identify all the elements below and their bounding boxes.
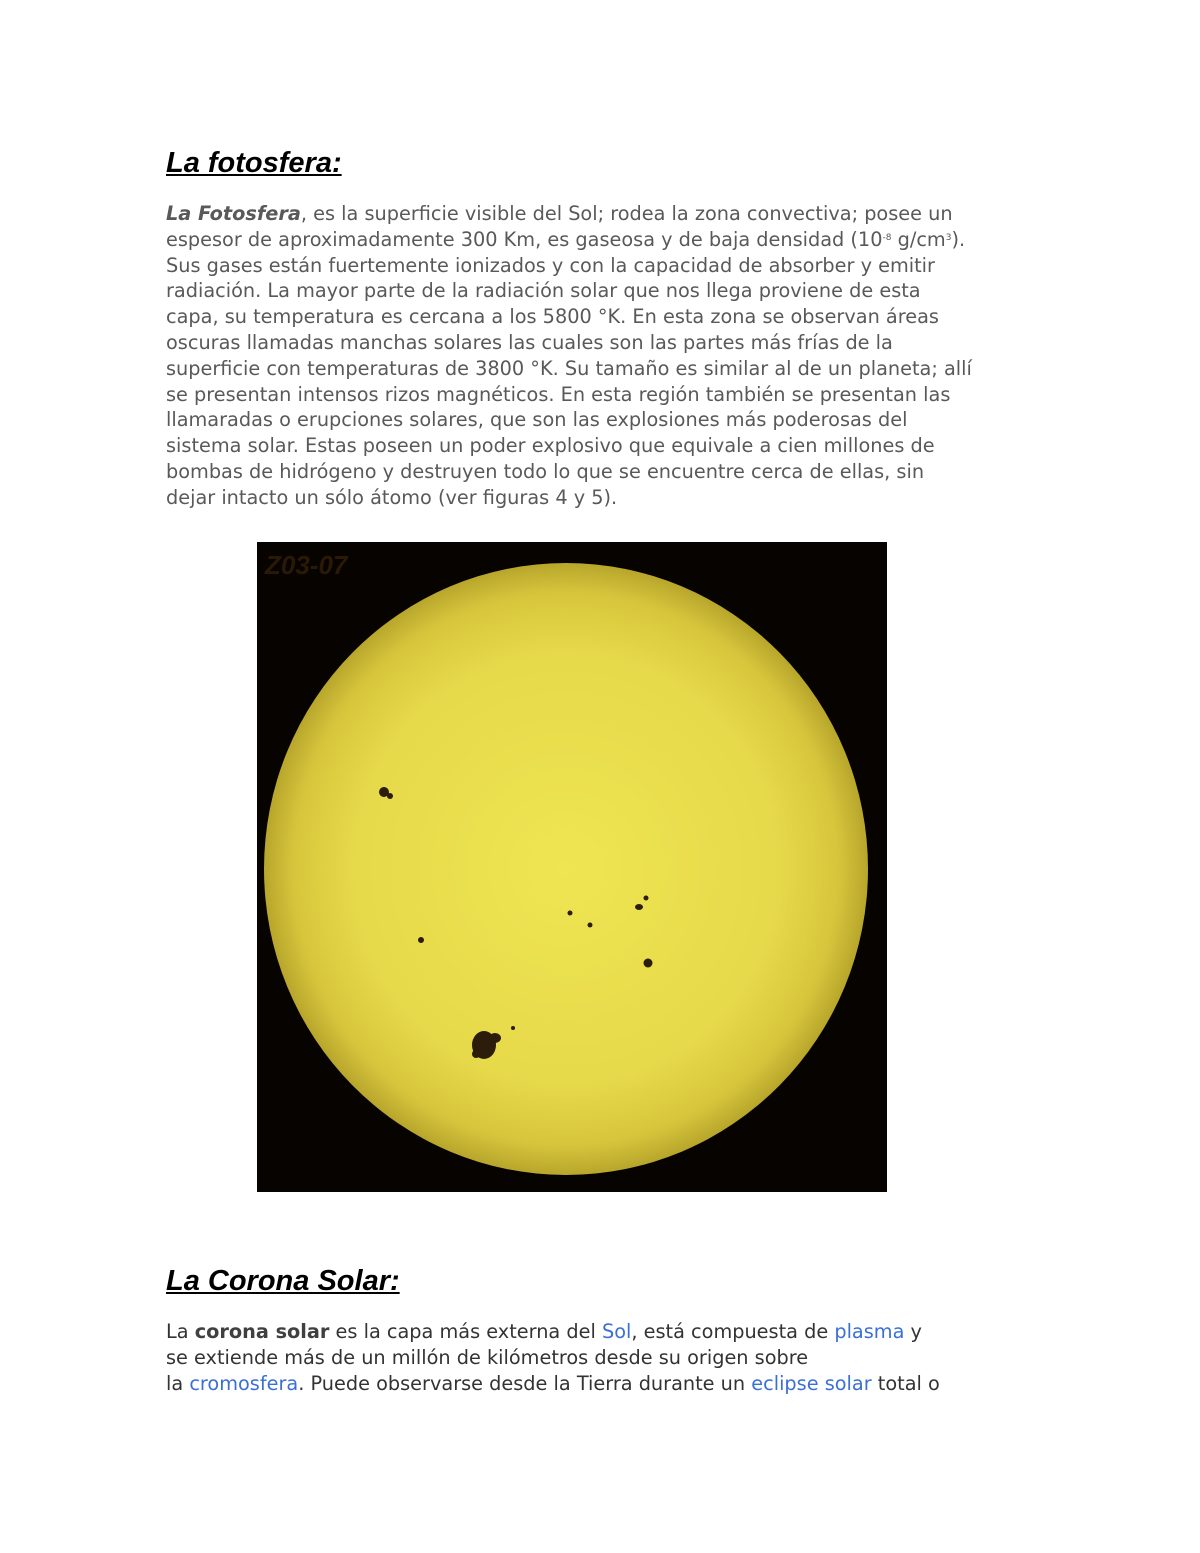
sunspot: [472, 1050, 480, 1058]
line-text: , está compuesta de: [631, 1320, 835, 1343]
sunspot: [387, 793, 393, 799]
line-text: . Puede observarse desde la Tierra durante un: [298, 1371, 752, 1395]
sun-disc: [264, 563, 868, 1175]
section-heading-fotosfera: La fotosfera:: [166, 147, 342, 179]
sunspot: [568, 911, 573, 916]
sun-illustration: [257, 542, 887, 1192]
line-text: es la capa más externa del: [329, 1320, 602, 1343]
paragraph-line: se extiende más de un millón de kilómetros desde su origen sobre: [166, 1345, 809, 1369]
paragraph-line: [166, 1319, 1046, 1345]
line-text: la: [166, 1371, 190, 1395]
image-watermark: Z03-07: [265, 550, 348, 580]
sunspot: [588, 923, 593, 928]
exponent: 3: [945, 232, 952, 243]
paragraph-line: [166, 201, 1046, 227]
link-cromosfera[interactable]: cromosfera: [189, 1371, 299, 1395]
paragraph-corona-solar: [166, 1319, 1046, 1396]
paragraph-line: bombas de hidrógeno y destruyen todo lo que se encuentre cerca de ellas, sin: [166, 459, 925, 483]
paragraph-fotosfera: [166, 201, 1046, 511]
paragraph-line: [166, 227, 1046, 253]
line-text: La: [166, 1320, 195, 1343]
term-corona-solar: corona solar: [194, 1320, 330, 1343]
sunspot: [418, 937, 424, 943]
line-text: g/cm: [891, 227, 946, 251]
paragraph-line: oscuras llamadas manchas solares las cuales son las partes más frías de la: [166, 330, 893, 354]
line-text: espesor de aproximadamente 300 Km, es gaseosa y de baja densidad (10: [166, 227, 883, 251]
sunspot: [644, 896, 649, 901]
paragraph-line: llamaradas o erupciones solares, que son las explosiones más poderosas del: [166, 408, 908, 432]
sunspot: [644, 959, 653, 968]
paragraph-line: superficie con temperaturas de 3800 °K. Su tamaño es similar al de un planeta; allí: [166, 356, 972, 380]
line-text: y: [904, 1320, 922, 1343]
link-sol[interactable]: Sol: [601, 1320, 632, 1343]
sun-photosphere-image: [257, 542, 887, 1192]
sunspot: [511, 1026, 515, 1030]
paragraph-line: radiación. La mayor parte de la radiación solar que nos llega proviene de esta: [166, 279, 921, 303]
link-plasma[interactable]: plasma: [834, 1320, 905, 1343]
line-text: total o: [871, 1371, 940, 1395]
line-text: , es la superficie visible del Sol; rodea la zona convectiva; posee un: [300, 202, 953, 225]
paragraph-line: sistema solar. Estas poseen un poder explosivo que equivale a cien millones de: [166, 434, 935, 458]
paragraph-line: capa, su temperatura es cercana a los 5800 °K. En esta zona se observan áreas: [166, 305, 939, 329]
paragraph-line: [166, 1371, 1046, 1397]
sunspot: [635, 904, 643, 910]
sunspot: [489, 1033, 501, 1043]
section-heading-corona-solar: La Corona Solar:: [166, 1265, 400, 1297]
term-fotosfera: La Fotosfera: [166, 202, 301, 225]
paragraph-line: dejar intacto un sólo átomo (ver figuras 4 y 5).: [166, 485, 618, 509]
line-text: ).: [951, 227, 966, 251]
exponent: -8: [882, 232, 892, 243]
paragraph-line: se presentan intensos rizos magnéticos. En esta región también se presentan las: [166, 382, 951, 406]
paragraph-line: Sus gases están fuertemente ionizados y con la capacidad de absorber y emitir: [166, 253, 935, 277]
link-eclipse-solar[interactable]: eclipse solar: [751, 1371, 872, 1395]
